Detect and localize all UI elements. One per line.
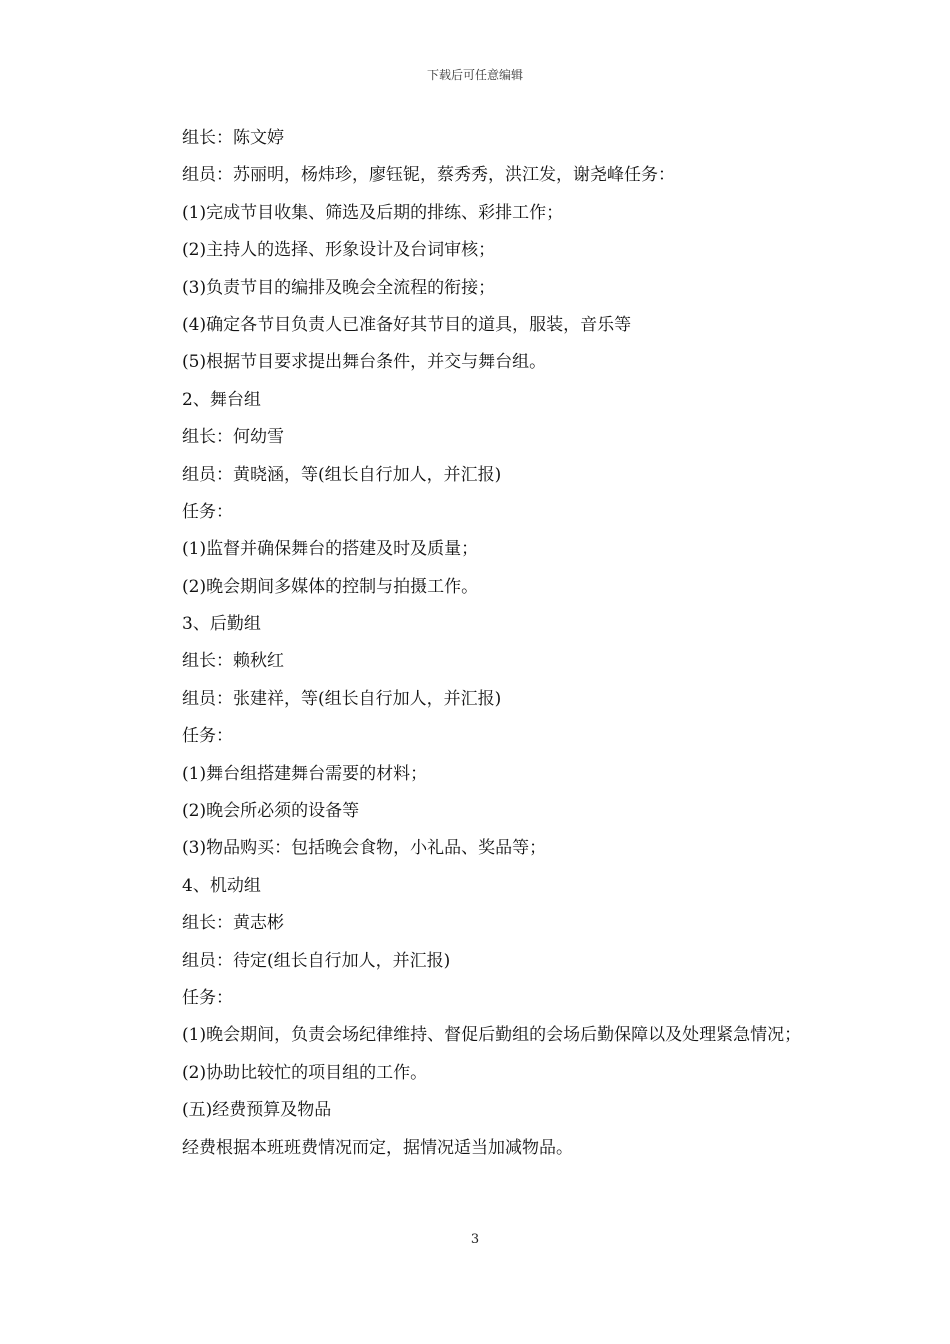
- text-line: (3)负责节目的编排及晚会全流程的衔接；: [182, 277, 496, 298]
- text-line: 经费根据本班班费情况而定，据情况适当加减物品。: [182, 1137, 573, 1158]
- text-line: (2)晚会期间多媒体的控制与拍摄工作。: [182, 576, 479, 597]
- text-line: 组长：赖秋红: [182, 651, 284, 672]
- text-line: 组长：陈文婷: [182, 128, 284, 148]
- page-header: 下载后可任意编辑: [426, 68, 523, 82]
- text-line: 组员：张建祥，等(组长自行加人，并汇报): [182, 688, 502, 709]
- text-line: 组长：何幼雪: [182, 427, 284, 448]
- section-heading: 2、舞台组: [182, 389, 261, 410]
- section-heading: 3、后勤组: [182, 614, 261, 635]
- text-line: (4)确定各节目负责人已准备好其节目的道具，服装，音乐等: [182, 314, 632, 335]
- text-line: 任务：: [182, 726, 233, 747]
- text-line: (5)根据节目要求提出舞台条件，并交与舞台组。: [182, 352, 547, 373]
- text-line: (1)舞台组搭建舞台需要的材料；: [182, 763, 428, 784]
- text-line: 任务：: [182, 987, 233, 1008]
- section-heading: 4、机动组: [182, 875, 261, 896]
- page-number: 3: [470, 1232, 480, 1247]
- text-line: 组员：苏丽明，杨炜珍，廖钰铌，蔡秀秀，洪江发，谢尧峰任务：: [182, 165, 675, 186]
- section-heading: (五)经费预算及物品: [182, 1100, 332, 1121]
- text-line: (1)完成节目收集、筛选及后期的排练、彩排工作；: [182, 202, 564, 223]
- text-line: (2)晚会所必须的设备等: [182, 801, 360, 822]
- text-line: (2)协助比较忙的项目组的工作。: [182, 1062, 428, 1083]
- text-line: (1)监督并确保舞台的搭建及时及质量；: [182, 539, 479, 560]
- text-line: (3)物品购买：包括晚会食物，小礼品、奖品等；: [182, 838, 547, 859]
- text-line: 任务：: [182, 501, 233, 522]
- text-line: 组员：待定(组长自行加人，并汇报): [182, 950, 451, 971]
- wrapped-paragraph: (1)晚会期间，负责会场纪律维持、督促后勤组的会场后勤保障以及处理紧急情况；: [182, 1025, 802, 1046]
- text-line: 组长：黄志彬: [182, 913, 284, 934]
- text-line: 组员：黄晓涵，等(组长自行加人，并汇报): [182, 464, 502, 485]
- text-line: (2)主持人的选择、形象设计及台词审核；: [182, 240, 496, 261]
- document-body: [145, 120, 810, 1167]
